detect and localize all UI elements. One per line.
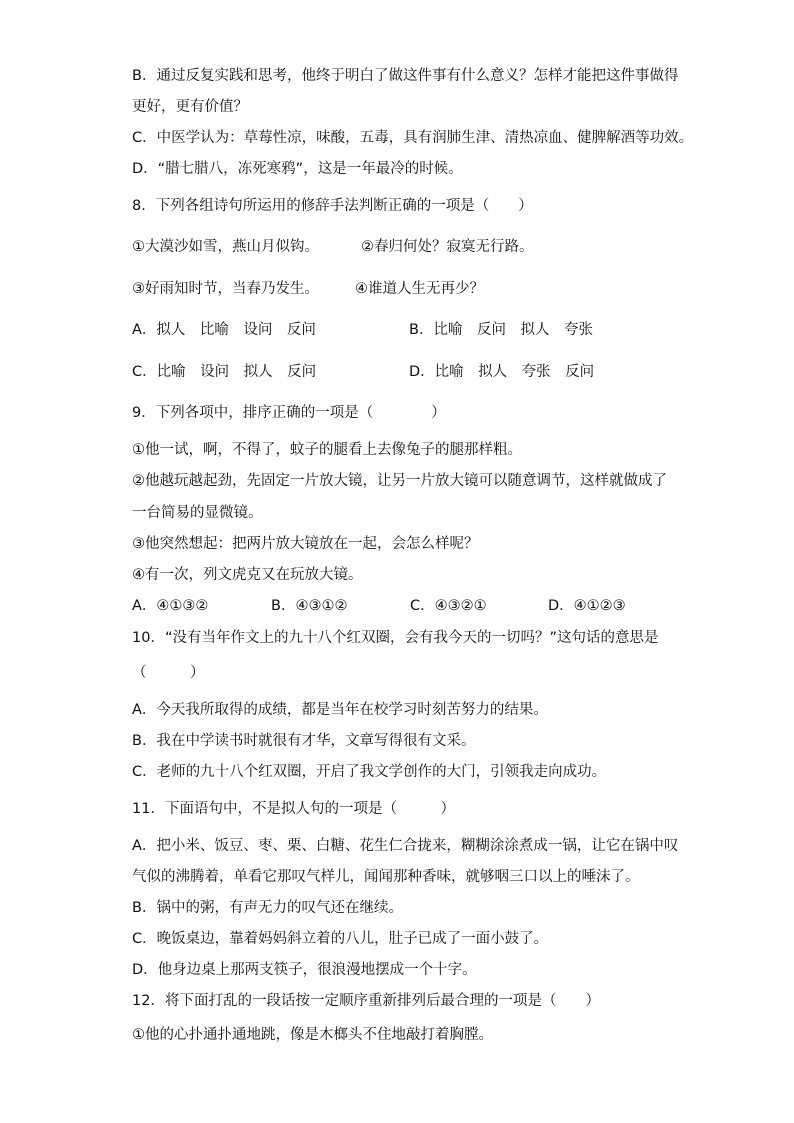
q11-option-a-line1: A．把小米、饭豆、枣、栗、白糖、花生仁合拢来，糊糊涂涂煮成一锅，让它在锅中叹 bbox=[132, 838, 679, 854]
q9-sentence-3: ③他突然想起：把两片放大镜放在一起，会怎么样呢？ bbox=[132, 536, 479, 552]
q10-option-c: C．老师的九十八个红双圈，开启了我文学创作的大门，引领我走向成功。 bbox=[132, 764, 607, 780]
q8-option-c: C．比喻 设问 拟人 反问 bbox=[132, 364, 317, 380]
q7-option-c: C．中医学认为：草莓性凉，味酸，五毒，具有润肺生津、清热凉血、健脾解酒等功效。 bbox=[132, 130, 694, 146]
q7-option-d: D．“腊七腊八，冻死寒鸦”，这是一年最冷的时候。 bbox=[132, 161, 463, 177]
q8-sentence-2: ②春归何处？寂寞无行路。 bbox=[361, 239, 534, 255]
q7-option-b-line1: B．通过反复实践和思考，他终于明白了做这件事有什么意义？怎样才能把这件事做得 bbox=[132, 68, 679, 84]
q10-stem: 10．“没有当年作文上的九十八个红双圈，会有我今天的一切吗？”这句话的意思是 bbox=[132, 630, 659, 646]
q8-option-a: A．拟人 比喻 设问 反问 bbox=[132, 322, 316, 338]
q9-option-b: B．④③①② bbox=[271, 598, 348, 614]
q11-stem: 11．下面语句中，不是拟人句的一项是（ ） bbox=[132, 801, 455, 817]
q8-option-b: B．比喻 反问 拟人 夸张 bbox=[409, 322, 593, 338]
q11-option-d: D．他身边桌上那两支筷子，很浪漫地摆成一个十字。 bbox=[132, 962, 477, 978]
q10-answer-paren: （ ） bbox=[132, 665, 205, 681]
q9-sentence-2-line2: 一台简易的显微镜。 bbox=[132, 505, 263, 521]
q8-stem: 8．下列各组诗句所运用的修辞手法判断正确的一项是（ ） bbox=[132, 198, 533, 214]
q9-option-a: A．④①③② bbox=[132, 598, 209, 614]
q11-option-b: B．锅中的粥，有声无力的叹气还在继续。 bbox=[132, 900, 403, 916]
q9-sentence-2-line1: ②他越玩越起劲，先固定一片放大镜，让另一片放大镜可以随意调节，这样就做成了 bbox=[132, 473, 667, 489]
q7-option-b-line2: 更好，更有价值？ bbox=[132, 99, 248, 115]
q10-option-a: A．今天我所取得的成绩，都是当年在校学习时刻苦努力的结果。 bbox=[132, 702, 548, 718]
q8-sentence-1: ①大漠沙如雪，燕山月似钩。 bbox=[132, 239, 319, 255]
q9-option-d: D．④①②③ bbox=[548, 598, 626, 614]
q9-sentence-4: ④有一次，列文虎克又在玩放大镜。 bbox=[132, 567, 363, 583]
q12-sentence-1: ①他的心扑通扑通地跳，像是木榔头不住地敲打着胸膛。 bbox=[132, 1027, 493, 1043]
q9-stem: 9．下列各项中，排序正确的一项是（ ） bbox=[132, 405, 446, 421]
q8-sentence-4: ④谁道人生无再少？ bbox=[355, 281, 484, 297]
q12-stem: 12．将下面打乱的一段话按一定顺序重新排列后最合理的一项是（ ） bbox=[132, 993, 600, 1009]
q10-option-b: B．我在中学读书时就很有才华，文章写得很有文采。 bbox=[132, 733, 476, 749]
q8-option-d: D．比喻 拟人 夸张 反问 bbox=[409, 364, 595, 380]
q11-option-c: C．晚饭桌边，靠着妈妈斜立着的八儿，肚子已成了一面小鼓了。 bbox=[132, 931, 549, 947]
q9-option-c: C．④③②① bbox=[410, 598, 487, 614]
q9-sentence-1: ①他一试，啊，不得了，蚊子的腿看上去像兔子的腿那样粗。 bbox=[132, 442, 522, 458]
q8-sentence-3: ③好雨知时节，当春乃发生。 bbox=[132, 281, 319, 297]
q11-option-a-line2: 气似的沸腾着，单看它那叹气样儿，闻闻那种香味，就够咽三口以上的唾沫了。 bbox=[132, 869, 640, 885]
